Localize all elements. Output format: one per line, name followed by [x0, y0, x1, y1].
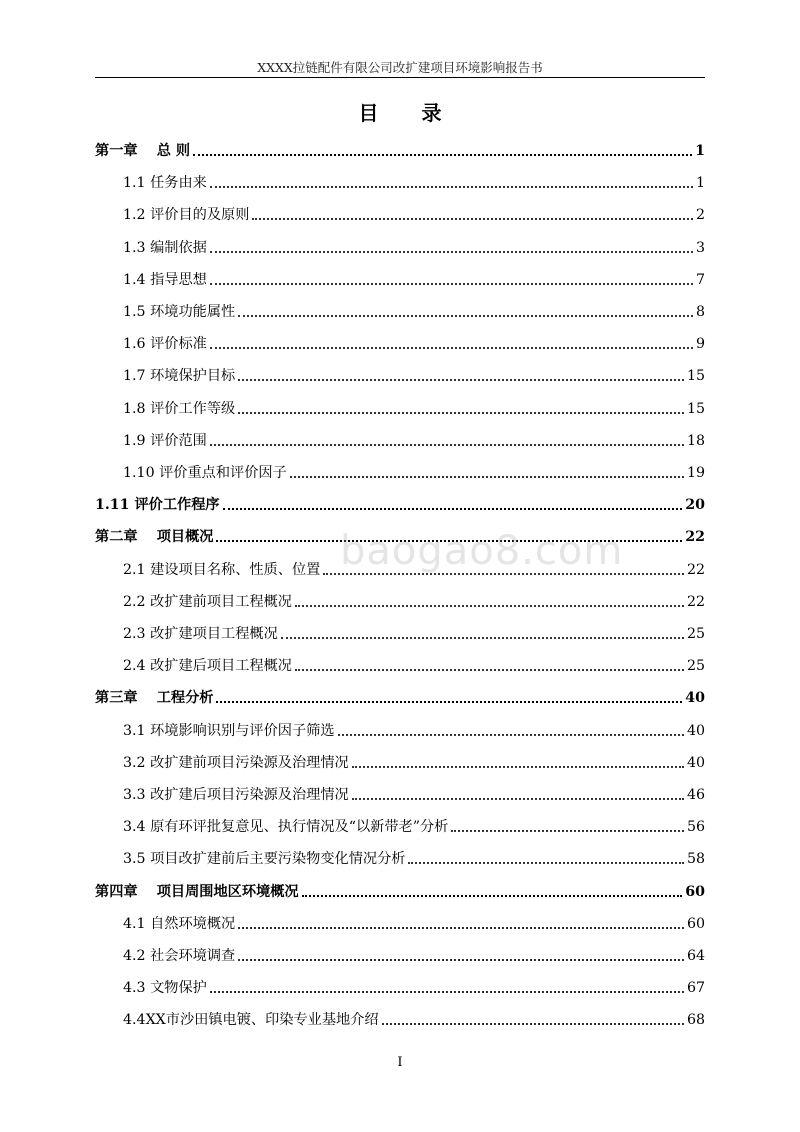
toc-entry-label: 4.2 社会环境调查	[123, 948, 236, 964]
toc-section-entry[interactable]	[123, 914, 705, 934]
toc-chapter-entry[interactable]	[95, 141, 705, 161]
toc-section-entry[interactable]	[123, 270, 705, 290]
toc-dot-leader	[382, 1023, 684, 1025]
toc-dot-leader	[210, 251, 693, 253]
toc-entry-page: 46	[686, 787, 705, 803]
toc-section-entry[interactable]	[123, 431, 705, 451]
toc-entry-label: 2.1 建设项目名称、性质、位置	[123, 561, 321, 578]
toc-entry-page: 68	[686, 1012, 705, 1029]
watermark: baogao8.com	[340, 528, 624, 574]
toc-section-entry[interactable]	[123, 849, 705, 869]
toc-dot-leader	[352, 798, 684, 800]
toc-entry-label: 3.2 改扩建前项目污染源及治理情况	[123, 754, 349, 771]
toc-section-entry[interactable]	[123, 238, 705, 258]
toc-section-entry[interactable]	[123, 978, 705, 998]
toc-entry-page: 15	[686, 368, 705, 385]
toc-entry-page: 15	[686, 400, 705, 417]
toc-dot-leader	[238, 959, 684, 961]
toc-section-entry[interactable]	[123, 817, 705, 837]
toc-title: 目 录	[358, 101, 460, 125]
toc-entry-label: 1.7 环境保护目标	[123, 368, 236, 385]
toc-dot-leader	[193, 154, 692, 156]
toc-entry-page: 25	[686, 626, 705, 642]
toc-entry-page: 18	[686, 432, 705, 449]
toc-entry-label: 1.5 环境功能属性	[123, 304, 236, 320]
toc-entry-page: 40	[685, 690, 705, 707]
toc-section-entry[interactable]	[123, 592, 705, 612]
toc-section-entry[interactable]	[123, 399, 705, 419]
toc-section-entry[interactable]	[123, 205, 705, 225]
toc-dot-leader	[295, 605, 684, 607]
toc-section-entry[interactable]	[123, 302, 705, 322]
toc-entry-page: 22	[685, 529, 705, 546]
toc-entry-page: 22	[686, 561, 705, 578]
toc-section-entry[interactable]	[123, 366, 705, 386]
toc-dot-leader	[223, 508, 683, 510]
toc-dot-leader	[238, 412, 684, 414]
toc-entry-page: 7	[695, 271, 705, 288]
toc-section-entry[interactable]	[123, 624, 705, 644]
toc-dot-leader	[238, 927, 684, 929]
toc-entry-page: 58	[686, 851, 705, 868]
toc-dot-leader	[295, 669, 684, 671]
toc-entry-page: 40	[686, 754, 705, 771]
toc-section-entry[interactable]	[123, 1010, 705, 1030]
toc-entry-label: 1.2 评价目的及原则	[123, 207, 250, 224]
toc-section-entry[interactable]	[123, 753, 705, 773]
toc-section-entry[interactable]	[123, 560, 705, 580]
toc-entry-page: 3	[695, 239, 705, 256]
toc-entry-label: 4.4XX市沙田镇电镀、印染专业基地介绍	[123, 1012, 379, 1029]
toc-entry-label: 1.4 指导思想	[123, 271, 207, 288]
toc-dot-leader	[238, 315, 693, 317]
toc-entry-page: 56	[686, 819, 705, 836]
toc-entry-label: 3.3 改扩建后项目污染源及治理情况	[123, 787, 349, 803]
toc-dot-leader	[352, 766, 684, 768]
toc-entry-page: 9	[695, 336, 705, 353]
toc-entry-page: 64	[686, 948, 705, 964]
toc-entry-page: 20	[685, 497, 705, 514]
toc-dot-leader	[216, 540, 682, 542]
toc-chapter-entry[interactable]	[95, 527, 705, 547]
toc-dot-leader	[338, 734, 684, 736]
toc-entry-page: 8	[695, 304, 705, 320]
toc-dot-leader	[210, 186, 693, 188]
toc-dot-leader	[408, 862, 683, 864]
toc-section-entry[interactable]	[123, 721, 705, 741]
toc-entry-page: 22	[686, 593, 705, 610]
page-number: I	[397, 1055, 403, 1070]
toc-entry-label: 第三章 工程分析	[95, 690, 214, 707]
toc-dot-leader	[210, 444, 684, 446]
toc-entry-label: 1.8 评价工作等级	[123, 400, 236, 417]
toc-entry-page: 2	[695, 207, 705, 224]
toc-section-entry[interactable]	[123, 785, 705, 805]
toc-section-entry[interactable]	[123, 946, 705, 966]
toc-dot-leader	[290, 476, 684, 478]
toc-entry-label: 3.1 环境影响识别与评价因子筛选	[123, 722, 335, 739]
toc-section-entry[interactable]	[123, 656, 705, 676]
toc-dot-leader	[323, 573, 684, 575]
toc-dot-leader	[451, 830, 684, 832]
toc-entry-label: 1.10 评价重点和评价因子	[123, 465, 287, 481]
toc-entry-label: 4.3 文物保护	[123, 980, 207, 997]
toc-chapter-entry[interactable]	[95, 495, 705, 515]
toc-chapter-entry[interactable]	[95, 882, 705, 902]
toc-entry-page: 67	[686, 980, 705, 997]
toc-dot-leader	[216, 701, 682, 703]
header-rule	[95, 77, 705, 78]
toc-entry-page: 60	[685, 883, 705, 900]
toc-entry-page: 60	[686, 915, 705, 932]
toc-entry-page: 25	[686, 658, 705, 675]
toc-entry-label: 2.3 改扩建项目工程概况	[123, 626, 278, 642]
toc-dot-leader	[210, 347, 693, 349]
toc-entry-page: 1	[695, 175, 705, 192]
toc-entry-label: 第二章 项目概况	[95, 529, 214, 546]
toc-entry-label: 3.4 原有环评批复意见、执行情况及“以新带老”分析	[123, 819, 449, 836]
toc-entry-label: 第一章 总 则	[95, 143, 191, 159]
toc-section-entry[interactable]	[123, 173, 705, 193]
toc-dot-leader	[302, 895, 683, 897]
toc-section-entry[interactable]	[123, 463, 705, 483]
toc-dot-leader	[210, 283, 693, 285]
toc-section-entry[interactable]	[123, 334, 705, 354]
toc-entry-page: 19	[686, 465, 705, 481]
toc-dot-leader	[210, 991, 684, 993]
toc-entry-label: 2.2 改扩建前项目工程概况	[123, 593, 292, 610]
toc-entry-label: 1.1 任务由来	[123, 175, 207, 192]
toc-chapter-entry[interactable]	[95, 688, 705, 708]
toc-entry-label: 1.3 编制依据	[123, 239, 207, 256]
running-header: XXXX拉链配件有限公司改扩建项目环境影响报告书	[257, 60, 543, 75]
toc-dot-leader	[281, 637, 684, 639]
toc-entry-label: 2.4 改扩建后项目工程概况	[123, 658, 292, 675]
toc-entry-label: 第四章 项目周围地区环境概况	[95, 883, 299, 900]
toc-dot-leader	[238, 379, 684, 381]
toc-entry-label: 1.11 评价工作程序	[95, 497, 220, 514]
toc-entry-label: 1.9 评价范围	[123, 432, 207, 449]
toc-entry-page: 40	[686, 722, 705, 739]
toc-dot-leader	[252, 218, 693, 220]
toc-entry-label: 4.1 自然环境概况	[123, 915, 236, 932]
toc-entry-page: 1	[695, 143, 705, 159]
toc-entry-label: 1.6 评价标准	[123, 336, 207, 353]
toc-entry-label: 3.5 项目改扩建前后主要污染物变化情况分析	[123, 851, 406, 868]
